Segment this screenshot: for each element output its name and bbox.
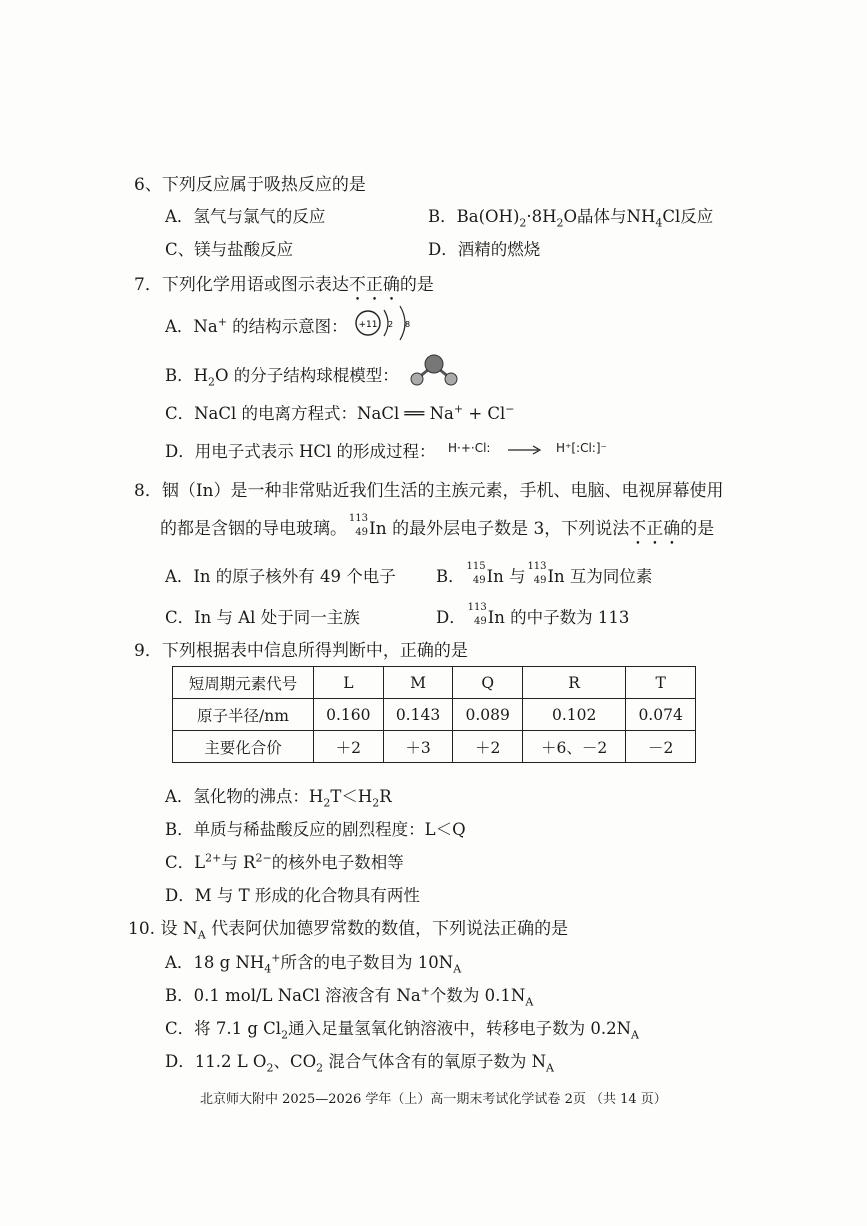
svg-text:2: 2 <box>388 320 394 329</box>
q8-option-d: D． 113 49 In 的中子数为 113 <box>436 602 630 627</box>
q8-option-b: B． 115 49 In 与 113 49 In 互为同位素 <box>436 561 653 586</box>
q6-option-a: A．氢气与氯气的反应 <box>165 207 326 226</box>
element-data-table <box>172 666 696 763</box>
table-cell: 主要化合价 <box>173 731 314 763</box>
q6-option-d: D．酒精的燃烧 <box>428 240 541 259</box>
q8-stem-line1: 8．铟（In）是一种非常贴近我们生活的主族元素，手机、电脑、电视屏幕使用 <box>134 481 724 501</box>
q6-stem: 6、下列反应属于吸热反应的是 <box>134 175 366 195</box>
q10-option-b: B．0.1 mol/L NaCl 溶液含有 Na+个数为 $0.1N_A$ <box>165 984 534 1009</box>
table-cell: －2 <box>626 731 696 763</box>
table-row <box>173 667 696 699</box>
q7-option-d: D．用电子式表示 HCl 的形成过程： <box>165 442 436 461</box>
q9-option-c: C．$L^{2+}$与 $R^{2-}$的核外电子数相等 <box>165 851 404 872</box>
q10-option-d: D．11.2 L $O_2$、$CO_2$ 混合气体含有的氧原子数为 $N_A$ <box>165 1052 554 1075</box>
table-cell: 0.143 <box>383 699 453 731</box>
q9-option-b: B．单质与稀盐酸反应的剧烈程度：L＜Q <box>165 820 466 839</box>
table-cell: ＋2 <box>453 731 523 763</box>
table-cell: 短周期元素代号 <box>173 667 314 699</box>
table-cell: ＋3 <box>383 731 453 763</box>
na-ion-structure-diagram <box>354 304 424 344</box>
svg-text:+11: +11 <box>358 320 378 330</box>
q8-option-c: C．In 与 Al 处于同一主族 <box>165 608 360 627</box>
hcl-formation-reactants: H·+·Cl: <box>448 441 491 455</box>
table-cell: 0.160 <box>314 699 384 731</box>
q10-option-a: A．18 g $NH_4^+$所含的电子数目为 $10N_A$ <box>165 951 462 976</box>
table-cell: 0.102 <box>523 699 626 731</box>
q8-option-a: A．In 的原子核外有 49 个电子 <box>165 567 396 586</box>
table-cell: ＋6、－2 <box>523 731 626 763</box>
q9-stem: 9．下列根据表中信息所得判断中，正确的是 <box>134 641 468 661</box>
q10-stem: 10. 设 $N_A$ 代表阿伏加德罗常数的数值，下列说法正确的是 <box>128 919 569 942</box>
q10-option-c: C．将 7.1 g $Cl_2$通入足量氢氧化钠溶液中，转移电子数为 $0.2N_A$ <box>165 1019 639 1042</box>
hcl-formation-product: H⁺[:Cl:]⁻ <box>556 441 607 455</box>
q7-option-c: C．NaCl 的电离方程式：NaCl ══ Na+ + Cl− <box>165 402 515 423</box>
table-row <box>173 699 696 731</box>
table-cell: Q <box>453 667 523 699</box>
table-cell: 0.074 <box>626 699 696 731</box>
table-cell: 原子半径/nm <box>173 699 314 731</box>
svg-text:8: 8 <box>405 320 411 329</box>
q9-option-a: A．氢化物的沸点：$H_2T<H_2R$ <box>165 787 392 810</box>
q9-option-d: D．M 与 T 形成的化合物具有两性 <box>165 886 420 905</box>
water-ball-stick-model <box>405 352 465 388</box>
table-cell: M <box>383 667 453 699</box>
q8-stem-line2: 的都是含铟的导电玻璃。 113 49 In 的最外层电子数是 3，下列说法不正确的是 <box>160 513 715 539</box>
q6-option-b: B．$Ba(OH)_2\cdot 8H_2O$晶体与$NH_4Cl$反应 <box>428 207 714 230</box>
table-row <box>173 731 696 763</box>
q7-option-a: A．Na+ 的结构示意图： <box>165 315 348 336</box>
q7-option-b: B．$H_2O$ 的分子结构球棍模型： <box>165 366 399 389</box>
reaction-arrow-icon <box>506 444 544 456</box>
q7-stem: 7．下列化学用语或图示表达不正确的是 <box>134 275 434 295</box>
table-cell: R <box>523 667 626 699</box>
table-cell: L <box>314 667 384 699</box>
q6-option-c: C、镁与盐酸反应 <box>165 240 294 259</box>
table-cell: 0.089 <box>453 699 523 731</box>
table-cell: T <box>626 667 696 699</box>
table-cell: ＋2 <box>314 731 384 763</box>
page-footer: 北京师大附中 2025—2026 学年（上）高一期末考试化学试卷 2页 （共 14 页） <box>200 1092 667 1107</box>
